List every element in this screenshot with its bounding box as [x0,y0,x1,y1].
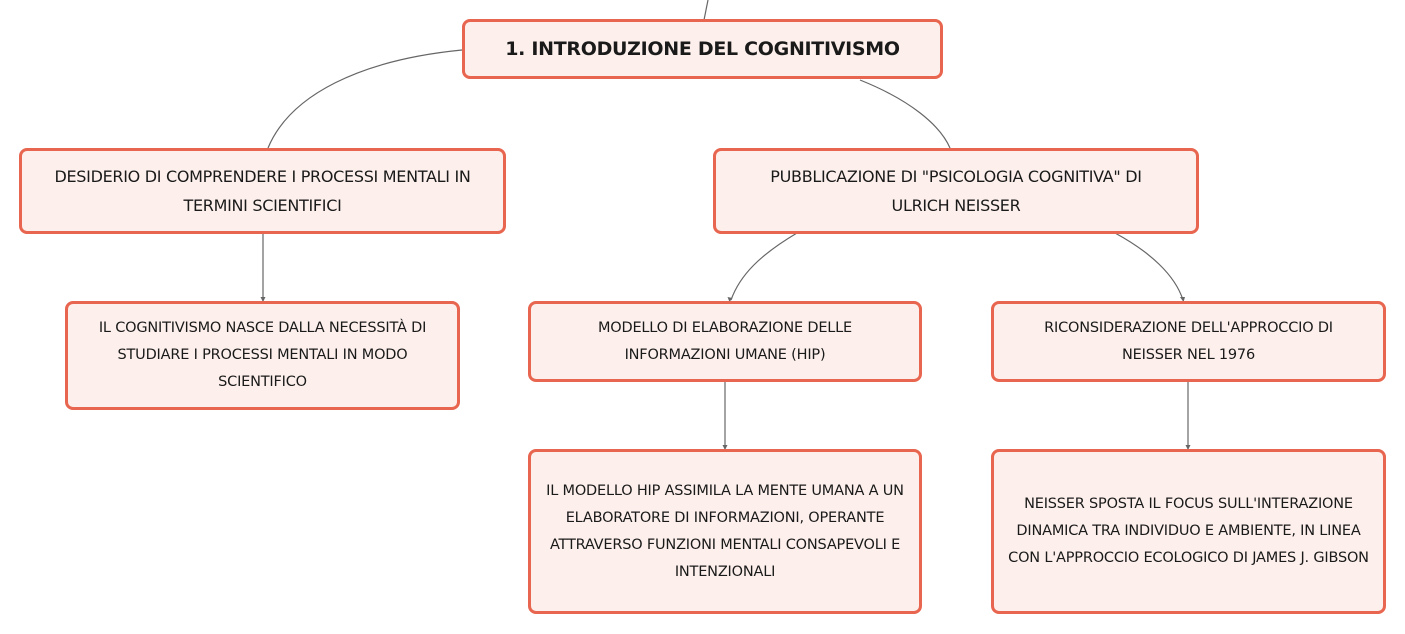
child-node-cognitivism-origin[interactable] [65,301,460,410]
branch-node-label: PUBBLICAZIONE DI "PSICOLOGIA COGNITIVA" DI ULRICH NEISSER [770,167,1142,215]
detail-node-ecological-approach[interactable] [991,449,1386,614]
connector-root-to-branch-1 [268,50,462,148]
connector-root-to-branch-2 [860,80,950,148]
root-node[interactable] [462,19,943,79]
child-node-label: RICONSIDERAZIONE DELL'APPROCCIO DI NEISSER NEL 1976 [1044,319,1333,363]
child-node-hip-model[interactable] [528,301,922,382]
child-node-label: MODELLO DI ELABORAZIONE DELLE INFORMAZIONI UMANE (HIP) [597,319,853,363]
connector-parent-to-root [704,0,708,20]
detail-node-label: NEISSER SPOSTA IL FOCUS SULL'INTERAZIONE DINAMICA TRA INDIVIDUO E AMBIENTE, IN LINEA CON L'APPROCCIO ECOLOGICO DI JAMES J. GIBSON [1008,496,1369,566]
branch-node-label: DESIDERIO DI COMPRENDERE I PROCESSI MENTALI IN TERMINI SCIENTIFICI [54,167,471,215]
root-node-label: 1. INTRODUZIONE DEL COGNITIVISMO [505,38,900,60]
connector-branch-2-to-neisser-1976 [1115,233,1183,300]
branch-node-scientific-desire[interactable] [19,148,506,234]
child-node-label: IL COGNITIVISMO NASCE DALLA NECESSITÀ DI STUDIARE I PROCESSI MENTALI IN MODO SCIENTIFICO [98,320,427,390]
child-node-neisser-1976[interactable] [991,301,1386,382]
connector-branch-2-to-hip [731,233,797,300]
detail-node-label: IL MODELLO HIP ASSIMILA LA MENTE UMANA A UN ELABORATORE DI INFORMAZIONI, OPERANTE ATTRAVERSO FUNZIONI MENTALI CONSAPEVOLI E INTENZIONALI [546,482,904,580]
branch-node-neisser-publication[interactable] [713,148,1199,234]
detail-node-hip-description[interactable] [528,449,922,614]
